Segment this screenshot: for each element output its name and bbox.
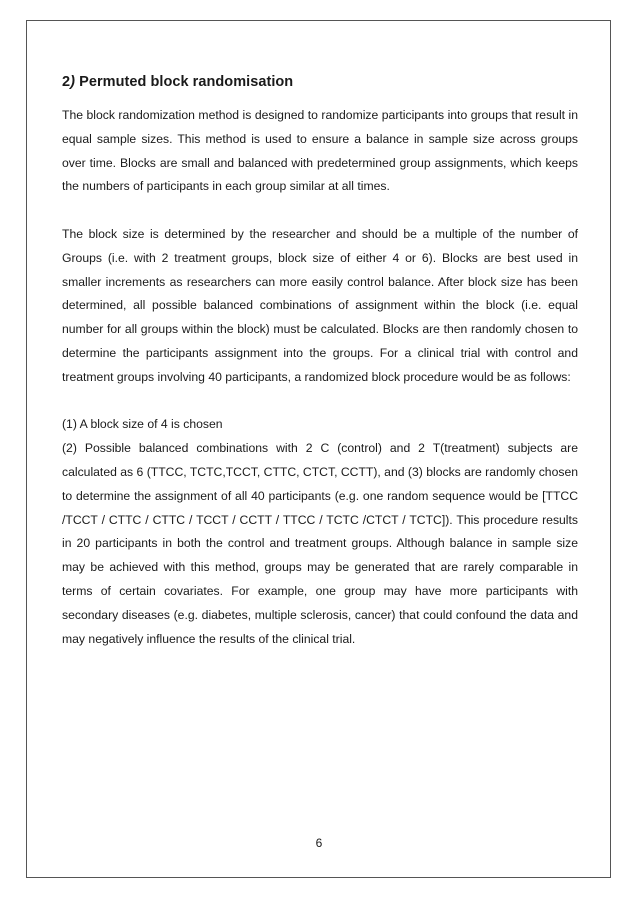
paragraph-intro: The block randomization method is designed to randomize participants into groups that result in equal sample sizes. This method is used to ensure a balance in sample size across groups over time. Blocks are small and balanced with predetermined group assignments, which keeps the numbers of participants in each group similar at all times. — [62, 108, 578, 194]
paragraph-block-size: The block size is determined by the researcher and should be a multiple of the number of Groups (i.e. with 2 treatment groups, block size of either 4 or 6). Blocks are best used in smaller increments as researchers can more easily control balance. After block size has been determined, all possible balanced combinations of assignment within the block (i.e. equal number for all groups within the block) must be calculated. Blocks are then randomly chosen to determine the participants assignment into the groups. For a clinical trial with control and treatment groups involving 40 participants, a randomized block procedure would be as follows: — [62, 226, 578, 384]
paragraph-gap — [62, 199, 578, 223]
heading-title: Permuted block randomisation — [79, 74, 294, 90]
step-one: (1) A block size of 4 is chosen — [62, 417, 223, 432]
paragraph-gap — [62, 390, 578, 414]
heading-paren: ) — [70, 74, 76, 90]
section-heading — [62, 74, 578, 90]
document-body — [62, 74, 578, 651]
heading-number: 2 — [62, 74, 71, 90]
page-number: 6 — [315, 836, 323, 850]
paragraph-procedure: (2) Possible balanced combinations with 2 C (control) and 2 T(treatment) subjects are calculated as 6 (TTCC, TCTC,TCCT, CTTC, CTCT, CCTT), and (3) blocks are randomly chosen to determine the assignment of all 40 participants (e.g. one random sequence would be [TTCC /TCCT / CTTC / CTTC / TCCT / CCTT / TTCC / TCTC /CTCT / TCTC]). This procedure results in 20 participants in both the control and treatment groups. Although balance in sample size may be achieved with this method, groups may be generated that are rarely comparable in terms of certain covariates. For example, one group may have more participants with secondary diseases (e.g. diabetes, multiple sclerosis, cancer) that could confound the data and may negatively influence the results of the clinical trial. — [62, 441, 578, 646]
